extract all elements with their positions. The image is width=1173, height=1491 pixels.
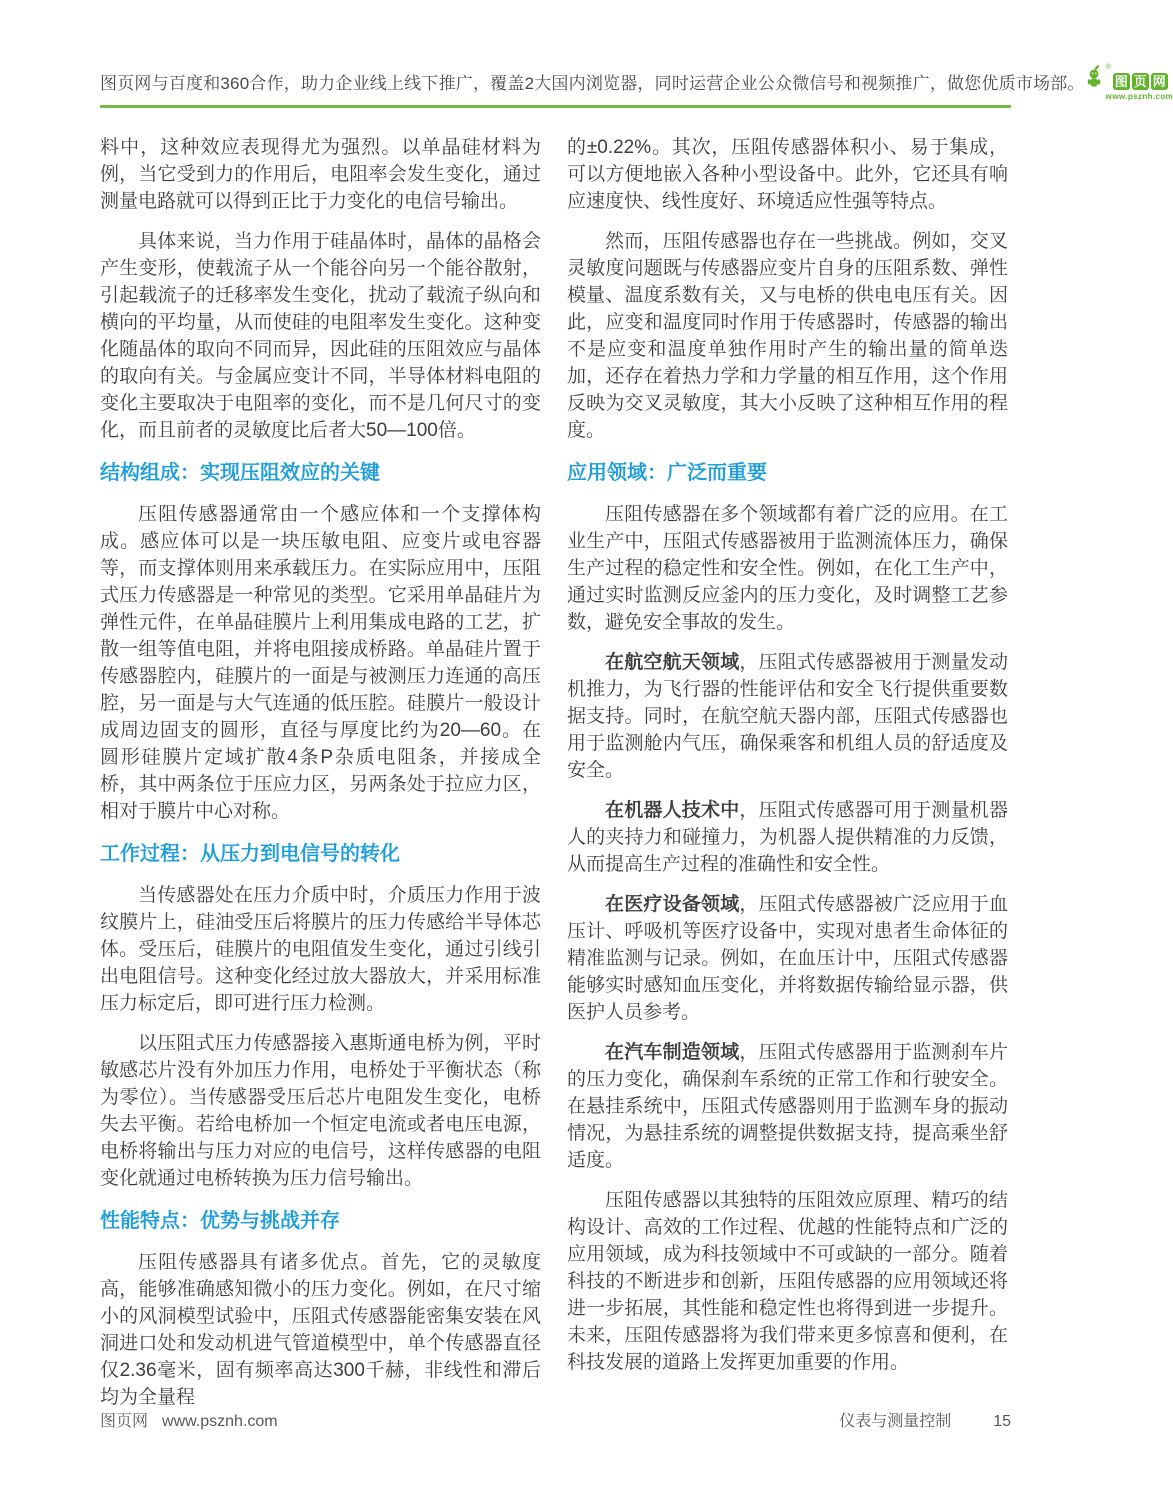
footer-site-url: www.psznh.com [162, 1413, 278, 1430]
site-logo [1085, 64, 1173, 103]
section-heading-performance: 性能特点：优势与挑战并存 [100, 1210, 340, 1232]
logo-char-tile: 网 [1152, 74, 1166, 89]
footer-right [839, 1408, 1011, 1431]
paragraph-intro-continuation: 料中，这种效应表现得尤为强烈。以单晶硅材料为例，当它受到力的作用后，电阻率会发生变化，通过测量电路就可以得到正比于力变化的电信号输出。 [100, 137, 541, 212]
logo-tiles [1113, 73, 1168, 90]
logo-url-text: www.psznh.com [1105, 92, 1173, 101]
paragraph-performance: 压阻传感器具有诸多优点。首先，它的灵敏度高，能够准确感知微小的压力变化。例如，在尺寸缩小的风洞模型试验中，压阻式传感器能密集安装在风洞进口处和发动机进气管道模型中，单个传感器直径仅2.36毫米，固有频率高达300千赫，非线性和滞后均为全量程 [100, 1252, 541, 1408]
paragraph-automotive-text: ，压阻式传感器用于监测刹车片的压力变化，确保刹车系统的正常工作和行驶安全。在悬挂系统中，压阻式传感器则用于监测车身的振动情况，为悬挂系统的调整提供数据支持，提高乘坐舒适度。 [567, 1042, 1008, 1171]
section-heading-applications: 应用领域：广泛而重要 [567, 462, 767, 484]
paragraph-medical [567, 891, 1008, 1026]
footer-site-name: 图页网 [100, 1413, 149, 1430]
paragraph-robotics-lead: 在机器人技术中 [605, 800, 740, 821]
registered-mark: ® [1105, 64, 1111, 71]
logo-mascot-icon [1085, 64, 1104, 90]
paragraph-industry: 压阻传感器在多个领域都有着广泛的应用。在工业生产中，压阻式传感器被用于监测流体压力，确保生产过程的稳定性和安全性。例如，在化工生产中，通过实时监测反应釜内的压力变化，及时调整工艺参数，避免安全事故的发生。 [567, 504, 1008, 633]
paragraph-process-2: 以压阻式压力传感器接入惠斯通电桥为例，平时敏感芯片没有外加压力作用，电桥处于平衡状态（称为零位）。当传感器受压后芯片电阻发生变化，电桥失去平衡。若给电桥加一个恒定电流或者电压电源，电桥将输出与压力对应的电信号，这样传感器的电阻变化就通过电桥转换为压力信号输出。 [100, 1033, 541, 1189]
paragraph-process-1: 当传感器处在压力介质中时，介质压力作用于波纹膜片上，硅油受压后将膜片的压力传感给半导体芯体。受压后，硅膜片的电阻值发生变化，通过引线引出电阻信号。这种变化经过放大器放大，并采用标准压力标定后，即可进行压力检测。 [100, 885, 541, 1014]
footer-page-number: 15 [993, 1413, 1011, 1430]
article-body [100, 134, 1008, 1424]
section-heading-process: 工作过程：从压力到电信号的转化 [100, 843, 400, 865]
header-promo-text: 图页网与百度和360合作，助力企业线上线下推广，覆盖2大国内浏览器，同时运营企业公众微信号和视频推广，做您优质市场部。 [100, 74, 1085, 93]
right-column [567, 134, 1008, 1424]
paragraph-performance-continuation: 的±0.22%。其次，压阻传感器体积小、易于集成，可以方便地嵌入各种小型设备中。此外，它还具有响应速度快、线性度好、环境适应性强等特点。 [567, 137, 1008, 212]
paragraph-robotics [567, 797, 1008, 878]
left-column [100, 134, 541, 1424]
logo-char-tile: 图 [1114, 74, 1128, 89]
page-footer [100, 1408, 1011, 1431]
paragraph-aerospace-text: ，压阻式传感器被用于测量发动机推力，为飞行器的性能评估和安全飞行提供重要数据支持。同时，在航空航天器内部，压阻式传感器也用于监测舱内气压，确保乘客和机组人员的舒适度及安全。 [567, 652, 1008, 781]
footer-left [100, 1408, 278, 1431]
paragraph-robotics-text: ，压阻式传感器可用于测量机器人的夹持力和碰撞力，为机器人提供精准的力反馈，从而提高生产过程的准确性和安全性。 [567, 800, 1008, 875]
logo-char-tile: 页 [1133, 74, 1147, 89]
paragraph-medical-lead: 在医疗设备领域 [605, 894, 740, 915]
header-row [100, 64, 1173, 103]
section-heading-structure: 结构组成：实现压阻效应的关键 [100, 462, 380, 484]
paragraph-aerospace-lead: 在航空航天领域 [605, 652, 740, 673]
paragraph-summary: 压阻传感器以其独特的压阻效应原理、精巧的结构设计、高效的工作过程、优越的性能特点和广泛的应用领域，成为科技领域中不可或缺的一部分。随着科技的不断进步和创新，压阻传感器的应用领域还将进一步拓展，其性能和稳定性也将得到进一步提升。未来，压阻传感器将为我们带来更多惊喜和便利，在科技发展的道路上发挥更加重要的作用。 [567, 1190, 1008, 1373]
paragraph-automotive [567, 1039, 1008, 1174]
paragraph-medical-text: ，压阻式传感器被广泛应用于血压计、呼吸机等医疗设备中，实现对患者生命体征的精准监测与记录。例如，在血压计中，压阻式传感器能够实时感知血压变化，并将数据传输给显示器，供医护人员参考。 [567, 894, 1008, 1023]
paragraph-aerospace [567, 649, 1008, 784]
paragraph-challenge: 然而，压阻传感器也存在一些挑战。例如，交叉灵敏度问题既与传感器应变片自身的压阻系数、弹性模量、温度系数有关，又与电桥的供电电压有关。因此，应变和温度同时作用于传感器时，传感器的输出不是应变和温度单独作用时产生的输出量的简单迭加，还存在着热力学和力学量的相互作用，这个作用反映为交叉灵敏度，其大小反映了这种相互作用的程度。 [567, 231, 1008, 441]
logo-row [1085, 64, 1168, 90]
paragraph-automotive-lead: 在汽车制造领域 [605, 1042, 740, 1063]
footer-journal-name: 仪表与测量控制 [839, 1413, 952, 1430]
paragraph-structure: 压阻传感器通常由一个感应体和一个支撑体构成。感应体可以是一块压敏电阻、应变片或电容器等，而支撑体则用来承载压力。在实际应用中，压阻式压力传感器是一种常见的类型。它采用单晶硅片为弹性元件，在单晶硅膜片上利用集成电路的工艺，扩散一组等值电阻，并将电阻接成桥路。单晶硅片置于传感器腔内，硅膜片的一面是与被测压力连通的高压腔，另一面是与大气连通的低压腔。硅膜片一般设计成周边固支的圆形，直径与厚度比约为20—60。在圆形硅膜片定域扩散4条P杂质电阻条，并接成全桥，其中两条位于压应力区，另两条处于拉应力区，相对于膜片中心对称。 [100, 504, 541, 822]
page-header [100, 64, 1173, 108]
paragraph-mechanism: 具体来说，当力作用于硅晶体时，晶体的晶格会产生变形，使载流子从一个能谷向另一个能谷散射，引起载流子的迁移率发生变化，扰动了载流子纵向和横向的平均量，从而使硅的电阻率发生变化。这种变化随晶体的取向不同而异，因此硅的压阻效应与晶体的取向有关。与金属应变计不同，半导体材料电阻的变化主要取决于电阻率的变化，而不是几何尺寸的变化，而且前者的灵敏度比后者大50—100倍。 [100, 231, 541, 441]
